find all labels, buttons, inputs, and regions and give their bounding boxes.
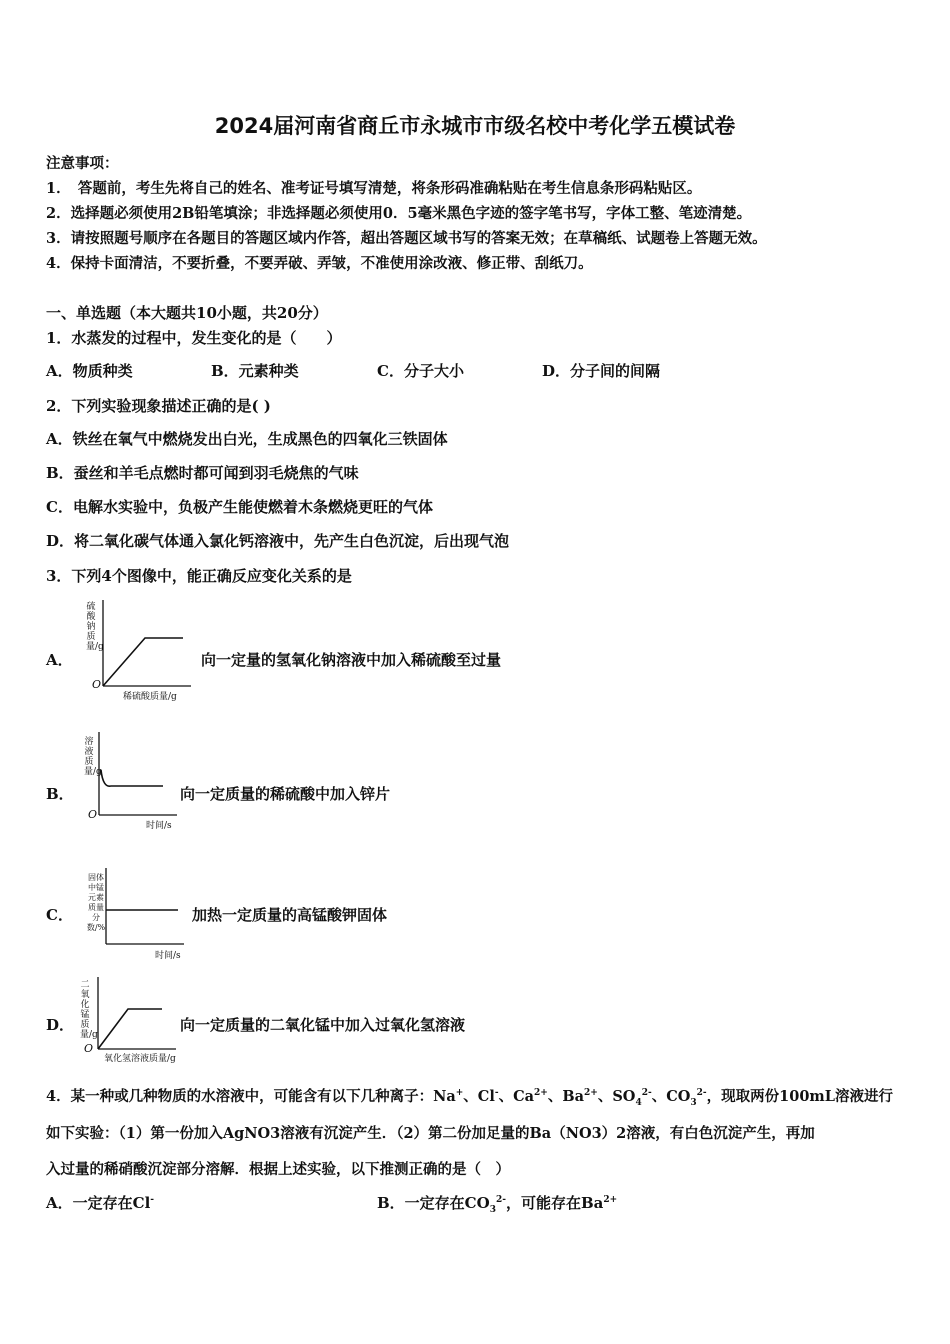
graph-c-ylabel: 固体中锰元素质量分数/% — [86, 873, 106, 932]
graph-a-curve — [103, 638, 183, 686]
graph-a-origin: O — [92, 678, 102, 691]
q4-option-b-text: B．一定存在CO — [377, 1194, 490, 1212]
question-2-option-a: A．铁丝在氧气中燃烧发出白光，生成黑色的四氧化三铁固体 — [46, 430, 448, 448]
question-1-option-d: D．分子间的间隔 — [542, 362, 661, 380]
question-1-option-b: B．元素种类 — [211, 362, 299, 380]
q4-option-b-text: ，可能存在Ba — [505, 1194, 604, 1212]
q4-sup: - — [494, 1088, 499, 1099]
q4-text: 、Ba — [547, 1088, 585, 1105]
graph-c-xlabel: 时间/s — [155, 951, 181, 961]
notice-item: 3．请按照题号顺序在各题目的答题区域内作答，超出答题区域书写的答案无效；在草稿纸、试题卷上答题无效。 — [46, 230, 767, 247]
question-4-line-1 — [46, 1085, 893, 1106]
q4-text: 、SO — [597, 1088, 636, 1105]
q4-text: 、CO — [651, 1088, 691, 1105]
question-2-option-c: C．电解水实验中，负极产生能使燃着木条燃烧更旺的气体 — [46, 498, 433, 516]
graph-a-ylabel: 硫酸钠质量/g — [86, 602, 104, 652]
graph-b-label: B． — [46, 785, 74, 803]
q4-sup: 2- — [696, 1088, 707, 1099]
q4-sup: 2+ — [534, 1088, 548, 1099]
q4-text: 、Ca — [498, 1088, 535, 1105]
question-4-option-b — [377, 1192, 617, 1213]
q4-option-a-text: A．一定存在Cl — [46, 1194, 151, 1212]
graph-d-label: D． — [46, 1016, 75, 1034]
page-title: 2024届河南省商丘市永城市市级名校中考化学五模试卷 — [214, 114, 736, 138]
question-4-line-2: 如下实验：（1）第一份加入AgNO3溶液有沉淀产生．（2）第二份加足量的Ba（NO3）2溶液，有白色沉淀产生，再加 — [46, 1125, 815, 1142]
graph-b-curve — [101, 770, 163, 786]
graph-b-origin: O — [88, 808, 98, 821]
graph-a-description: 向一定量的氢氧化钠溶液中加入稀硫酸至过量 — [201, 651, 502, 669]
graph-d-plot — [90, 975, 178, 1055]
graph-d-ylabel: 二氧化锰质量/g — [80, 980, 98, 1040]
graph-d-curve — [98, 1009, 162, 1049]
q4-text: 4．某一种或几种物质的水溶液中，可能含有以下几种离子：Na — [46, 1088, 456, 1105]
notice-item: 4．保持卡面清洁，不要折叠，不要弄破、弄皱，不准使用涂改液、修正带、刮纸刀。 — [46, 255, 593, 272]
q4-sup: 2+ — [584, 1088, 598, 1099]
graph-c-description: 加热一定质量的高锰酸钾固体 — [192, 906, 388, 924]
graph-b-plot — [93, 730, 178, 820]
q4-sub: 3 — [690, 1097, 697, 1108]
graph-d-origin: O — [84, 1042, 94, 1055]
question-1-option-c: C．分子大小 — [377, 362, 464, 380]
q4-sup: 2+ — [603, 1195, 618, 1205]
graph-a-plot — [95, 598, 195, 693]
q4-sup: + — [455, 1088, 464, 1099]
question-4-line-3: 入过量的稀硝酸沉淀部分溶解．根据上述实验，以下推测正确的是（ ） — [46, 1161, 510, 1178]
q4-sup: 2- — [495, 1195, 506, 1205]
q4-sup: - — [150, 1195, 155, 1205]
graph-c-plot — [100, 866, 185, 948]
notice-item: 1． 答题前，考生先将自己的姓名、准考证号填写清楚，将条形码准确粘贴在考生信息条形码粘贴区。 — [46, 180, 702, 197]
section-heading: 一、单选题（本大题共10小题，共20分） — [46, 304, 328, 322]
q4-sub: 3 — [489, 1205, 496, 1215]
q4-sub: 4 — [635, 1097, 642, 1108]
q4-text: ，现取两份100mL溶液进行 — [706, 1088, 893, 1105]
question-3-stem: 3．下列4个图像中，能正确反应变化关系的是 — [46, 567, 352, 585]
question-1-stem: 1．水蒸发的过程中，发生变化的是（ ） — [46, 329, 342, 347]
question-2-option-d: D．将二氧化碳气体通入氯化钙溶液中，先产生白色沉淀，后出现气泡 — [46, 532, 510, 550]
graph-a-xlabel: 稀硫酸质量/g — [123, 692, 177, 702]
graph-d-description: 向一定质量的二氧化锰中加入过氧化氢溶液 — [180, 1016, 466, 1034]
question-2-option-b: B．蚕丝和羊毛点燃时都可闻到羽毛烧焦的气味 — [46, 464, 359, 482]
notice-heading: 注意事项： — [46, 155, 119, 172]
graph-c-label: C． — [46, 906, 73, 924]
q4-text: 、Cl — [463, 1088, 495, 1105]
question-2-stem: 2．下列实验现象描述正确的是( ) — [46, 397, 271, 415]
graph-b-description: 向一定质量的稀硫酸中加入锌片 — [180, 785, 391, 803]
graph-a-label: A． — [46, 651, 73, 669]
question-1-option-a: A．物质种类 — [46, 362, 133, 380]
question-4-option-a — [46, 1192, 154, 1213]
graph-b-xlabel: 时间/s — [146, 821, 172, 831]
graph-d-xlabel: 氧化氢溶液质量/g — [104, 1054, 176, 1064]
q4-sup: 2- — [641, 1088, 652, 1099]
graph-b-ylabel: 溶液质量/g — [84, 737, 102, 777]
notice-item: 2．选择题必须使用2B铅笔填涂；非选择题必须使用0．5毫米黑色字迹的签字笔书写，字体工整、笔迹清楚。 — [46, 205, 752, 222]
